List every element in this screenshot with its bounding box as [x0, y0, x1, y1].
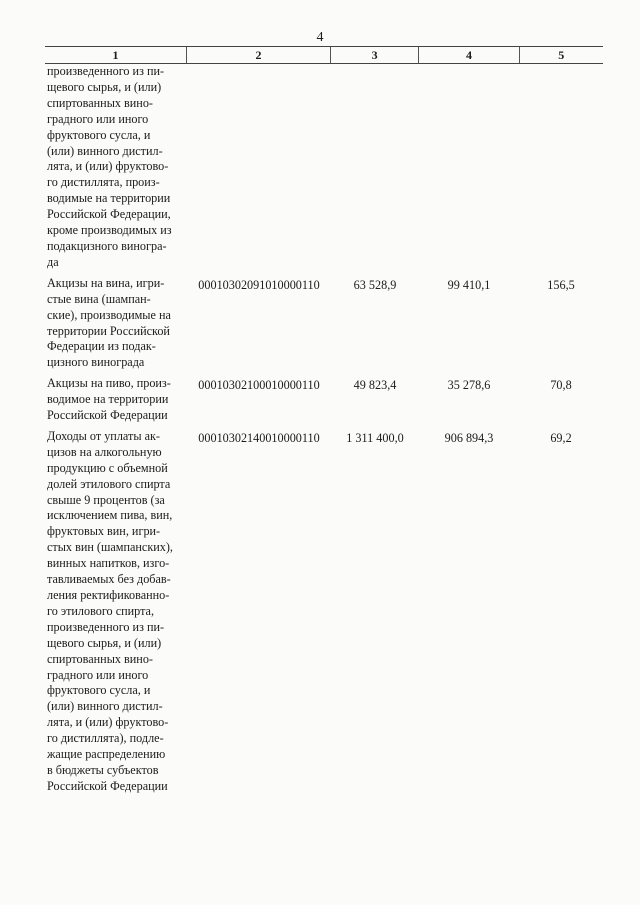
- budget-classification-code: 00010302140010000110: [198, 430, 320, 445]
- description-line: произведенного из пи-: [47, 64, 165, 78]
- budget-classification-code: 00010302100010000110: [198, 378, 320, 393]
- table-body: [45, 64, 603, 795]
- page-number: 4: [316, 30, 324, 45]
- value-column-5: [519, 64, 603, 271]
- description-line: тавливаемых без добав-: [47, 572, 171, 587]
- description-line: спиртованных вино-: [47, 95, 153, 110]
- description-line: ские), производимые на: [47, 307, 171, 322]
- description-line: лята, и (или) фруктово-: [47, 715, 169, 730]
- description-line: лята, и (или) фруктово-: [47, 159, 169, 174]
- value-column-4: 906 894,3: [444, 430, 494, 445]
- description-line: Акцизы на вина, игри-: [47, 275, 165, 290]
- description-line: жащие распределению: [47, 747, 166, 762]
- revenue-table: [45, 46, 603, 795]
- column-header-4: 4: [419, 47, 519, 63]
- income-description: [45, 64, 187, 271]
- description-line: произведенного из пи-: [47, 619, 165, 634]
- description-line: щевого сырья, и (или): [47, 79, 162, 94]
- description-line: щевого сырья, и (или): [47, 635, 162, 650]
- value-column-4: 35 278,6: [447, 378, 491, 393]
- description-line: территории Российской: [47, 323, 170, 338]
- value-column-3: 49 823,4: [353, 378, 397, 393]
- description-line: Российской Федерации,: [47, 207, 171, 222]
- column-header-5: 5: [558, 47, 565, 62]
- description-line: свыше 9 процентов (за: [47, 492, 165, 507]
- description-line: го этилового спирта,: [47, 603, 155, 618]
- description-line: цизного винограда: [47, 355, 145, 370]
- table-row: [45, 276, 603, 371]
- table-header: [45, 46, 603, 64]
- table-row: [45, 429, 603, 795]
- description-line: градного или иного: [47, 667, 149, 682]
- income-description: [45, 276, 187, 371]
- column-header-1: 1: [45, 47, 187, 63]
- description-line: подакцизного виногра-: [47, 238, 167, 253]
- income-description: [45, 376, 187, 424]
- description-line: продукцию с объемной: [47, 460, 168, 475]
- description-line: долей этилового спирта: [47, 476, 171, 491]
- description-line: да: [47, 254, 59, 269]
- table-row: [45, 64, 603, 271]
- description-line: Доходы от уплаты ак-: [47, 428, 160, 443]
- description-line: (или) винного дистил-: [47, 143, 163, 158]
- description-line: спиртованных вино-: [47, 651, 153, 666]
- description-line: фруктового сусла, и: [47, 683, 151, 698]
- value-column-3: [331, 64, 419, 271]
- description-line: Акцизы на пиво, произ-: [47, 376, 171, 391]
- column-header-2: 2: [187, 47, 331, 63]
- description-line: градного или иного: [47, 111, 149, 126]
- value-column-5: 156,5: [547, 277, 575, 292]
- value-column-4: 99 410,1: [447, 277, 491, 292]
- description-line: стые вина (шампан-: [47, 291, 151, 306]
- column-header-3: 3: [331, 47, 419, 63]
- description-line: винных напитков, изго-: [47, 556, 170, 571]
- description-line: водимое на территории: [47, 392, 169, 407]
- description-line: исключением пива, вин,: [47, 508, 173, 523]
- description-line: (или) винного дистил-: [47, 699, 163, 714]
- description-line: фруктовых вин, игри-: [47, 524, 161, 539]
- description-line: фруктового сусла, и: [47, 127, 151, 142]
- description-line: Российской Федерации: [47, 778, 168, 793]
- budget-classification-code: 00010302091010000110: [198, 277, 320, 292]
- description-line: Российской Федерации: [47, 408, 168, 423]
- description-line: го дистиллята, произ-: [47, 175, 160, 190]
- value-column-4: [419, 64, 519, 271]
- description-line: в бюджеты субъектов: [47, 762, 159, 777]
- value-column-3: 63 528,9: [353, 277, 397, 292]
- description-line: го дистиллята), подле-: [47, 731, 164, 746]
- value-column-5: 70,8: [550, 378, 572, 393]
- description-line: цизов на алкогольную: [47, 444, 162, 459]
- value-column-5: 69,2: [550, 430, 572, 445]
- description-line: стых вин (шампанских),: [47, 540, 173, 555]
- table-row: [45, 376, 603, 424]
- description-line: водимые на территории: [47, 191, 171, 206]
- description-line: кроме производимых из: [47, 223, 172, 238]
- income-description: [45, 429, 187, 795]
- description-line: Федерации из подак-: [47, 339, 156, 354]
- value-column-3: 1 311 400,0: [346, 430, 404, 445]
- description-line: ления ректификованно-: [47, 588, 170, 602]
- budget-classification-code: [187, 64, 331, 271]
